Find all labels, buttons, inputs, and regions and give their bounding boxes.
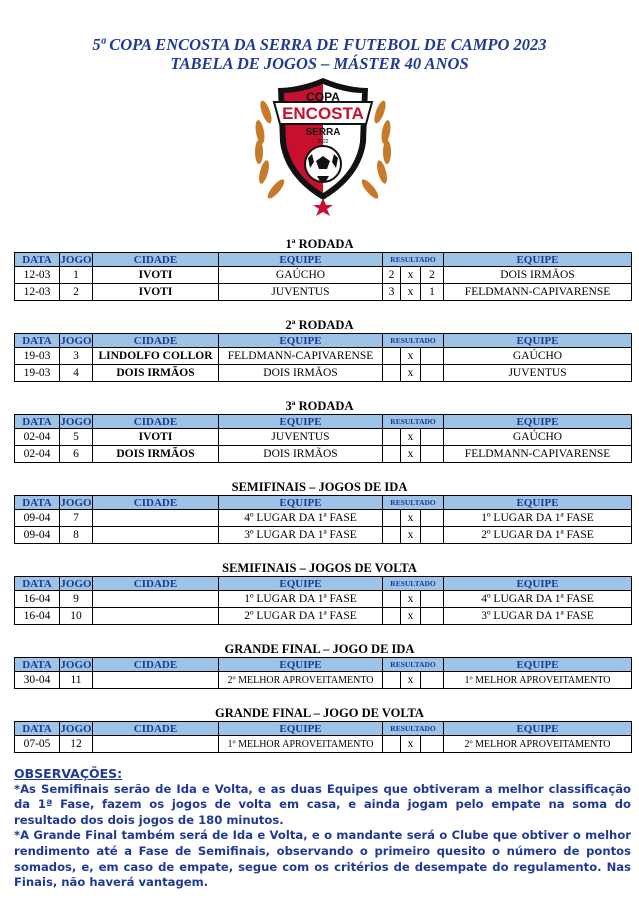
column-header-data: DATA	[15, 334, 60, 348]
home-score: 3	[383, 284, 401, 301]
round-title: SEMIFINAIS – JOGOS DE VOLTA	[222, 561, 417, 575]
game-date: 16-04	[15, 591, 60, 608]
game-city: IVOTI	[93, 267, 219, 284]
column-header-data: DATA	[15, 577, 60, 591]
column-header-cidade: CIDADE	[93, 334, 219, 348]
column-header-jogo: JOGO	[60, 658, 92, 671]
away-score	[421, 510, 444, 527]
column-header-equipe-away: EQUIPE	[444, 334, 632, 348]
away-score	[421, 736, 444, 753]
score-separator: x	[401, 446, 421, 463]
away-team: 3º LUGAR DA 1ª FASE	[444, 608, 632, 625]
column-header-cidade: CIDADE	[93, 415, 219, 429]
home-score	[383, 591, 401, 608]
game-number: 4	[60, 365, 93, 382]
logo-text-encosta: ENCOSTA	[282, 104, 364, 123]
observations-title: OBSERVAÇÕES:	[14, 766, 123, 781]
away-score	[421, 527, 444, 544]
games-table	[14, 252, 632, 301]
home-score	[383, 446, 401, 463]
column-header-resultado: RESULTADO	[383, 658, 444, 672]
document-subtitle: TABELA DE JOGOS – MÁSTER 40 ANOS	[170, 54, 469, 73]
round-title: 3ª RODADA	[285, 399, 354, 413]
table-row	[15, 429, 632, 446]
column-header-jogo: JOGO	[60, 334, 92, 347]
game-date: 19-03	[15, 365, 60, 382]
column-header-equipe-away: EQUIPE	[444, 253, 632, 267]
table-row	[15, 591, 632, 608]
away-score: 1	[421, 284, 444, 301]
game-date: 12-03	[15, 284, 60, 301]
away-score	[421, 672, 444, 689]
column-header-equipe: EQUIPE	[219, 496, 383, 510]
table-row	[15, 527, 632, 544]
home-team: 4º LUGAR DA 1ª FASE	[219, 510, 383, 527]
column-header-jogo: JOGO	[60, 722, 92, 735]
column-header-resultado: RESULTADO	[383, 577, 444, 591]
away-team: 2º MELHOR APROVEITAMENTO	[444, 736, 632, 753]
score-separator: x	[401, 365, 421, 382]
games-table	[14, 495, 632, 544]
table-row	[15, 608, 632, 625]
round-title: GRANDE FINAL – JOGO DE VOLTA	[215, 706, 424, 720]
round-title: SEMIFINAIS – JOGOS DE IDA	[231, 480, 408, 494]
table-row	[15, 736, 632, 753]
home-score	[383, 365, 401, 382]
observation-semifinals: *As Semifinais serão de Ida e Volta, e as duas Equipes que obtiveram a melhor classificação da 1ª Fase, fazem os jogos de volta em casa, e ainda jogam pelo empate na soma do resultado dos dois jogos de 180 minutos.	[14, 781, 631, 827]
home-team: 2º LUGAR DA 1ª FASE	[219, 608, 383, 625]
column-header-jogo: JOGO	[60, 577, 92, 590]
games-table	[14, 333, 632, 382]
column-header-resultado: RESULTADO	[383, 415, 444, 429]
column-header-data: DATA	[15, 253, 60, 267]
away-score	[421, 429, 444, 446]
column-header-equipe-away: EQUIPE	[444, 722, 632, 736]
game-number: 2	[60, 284, 93, 301]
game-number: 5	[60, 429, 93, 446]
game-city: DOIS IRMÃOS	[93, 365, 219, 382]
games-table	[14, 414, 632, 463]
away-team: DOIS IRMÃOS	[444, 267, 632, 284]
column-header-equipe: EQUIPE	[219, 722, 383, 736]
column-header-equipe: EQUIPE	[219, 577, 383, 591]
score-separator: x	[401, 672, 421, 689]
game-date: 02-04	[15, 446, 60, 463]
game-city	[93, 527, 219, 544]
away-score	[421, 365, 444, 382]
column-header-equipe: EQUIPE	[219, 334, 383, 348]
column-header-equipe-away: EQUIPE	[444, 496, 632, 510]
home-team: FELDMANN-CAPIVARENSE	[219, 348, 383, 365]
column-header-equipe-away: EQUIPE	[444, 415, 632, 429]
table-header-row	[15, 415, 632, 429]
home-score: 2	[383, 267, 401, 284]
games-table	[14, 657, 632, 689]
column-header-resultado: RESULTADO	[383, 334, 444, 348]
table-header-row	[15, 577, 632, 591]
home-team: 1º MELHOR APROVEITAMENTO	[219, 736, 383, 753]
column-header-resultado: RESULTADO	[383, 496, 444, 510]
home-team: JUVENTUS	[219, 284, 383, 301]
game-city	[93, 608, 219, 625]
table-header-row	[15, 253, 632, 267]
away-team: JUVENTUS	[444, 365, 632, 382]
games-table	[14, 576, 632, 625]
away-team: 4º LUGAR DA 1ª FASE	[444, 591, 632, 608]
table-header-row	[15, 722, 632, 736]
game-city: LINDOLFO COLLOR	[93, 348, 219, 365]
column-header-jogo: JOGO	[60, 496, 92, 509]
home-team: JUVENTUS	[219, 429, 383, 446]
game-date: 07-05	[15, 736, 60, 753]
score-separator: x	[401, 429, 421, 446]
column-header-resultado: RESULTADO	[383, 253, 444, 267]
away-team: GAÚCHO	[444, 429, 632, 446]
game-city	[93, 591, 219, 608]
game-date: 19-03	[15, 348, 60, 365]
column-header-resultado: RESULTADO	[383, 722, 444, 736]
game-city	[93, 672, 219, 689]
game-date: 16-04	[15, 608, 60, 625]
home-team: DOIS IRMÃOS	[219, 446, 383, 463]
home-score	[383, 348, 401, 365]
game-city	[93, 510, 219, 527]
round-title: 1ª RODADA	[285, 237, 354, 251]
table-header-row	[15, 334, 632, 348]
away-team: 1º LUGAR DA 1ª FASE	[444, 510, 632, 527]
round-title: GRANDE FINAL – JOGO DE IDA	[224, 642, 415, 656]
score-separator: x	[401, 510, 421, 527]
home-team: GAÚCHO	[219, 267, 383, 284]
game-number: 8	[60, 527, 93, 544]
column-header-equipe: EQUIPE	[219, 415, 383, 429]
score-separator: x	[401, 527, 421, 544]
away-score	[421, 591, 444, 608]
home-score	[383, 672, 401, 689]
game-city	[93, 736, 219, 753]
column-header-equipe: EQUIPE	[219, 253, 383, 267]
home-team: 2º MELHOR APROVEITAMENTO	[219, 672, 383, 689]
copa-encosta-serra-logo	[244, 72, 402, 217]
away-team: FELDMANN-CAPIVARENSE	[444, 284, 632, 301]
game-number: 9	[60, 591, 93, 608]
logo-text-year: 2022	[317, 139, 329, 145]
table-row	[15, 365, 632, 382]
game-date: 12-03	[15, 267, 60, 284]
column-header-data: DATA	[15, 496, 60, 510]
game-number: 7	[60, 510, 93, 527]
game-number: 10	[60, 608, 93, 625]
column-header-data: DATA	[15, 722, 60, 736]
table-row	[15, 510, 632, 527]
away-team: 2º LUGAR DA 1ª FASE	[444, 527, 632, 544]
game-date: 09-04	[15, 510, 60, 527]
game-city: IVOTI	[93, 429, 219, 446]
home-team: 1º LUGAR DA 1ª FASE	[219, 591, 383, 608]
home-score	[383, 608, 401, 625]
away-team: 1º MELHOR APROVEITAMENTO	[444, 672, 632, 689]
table-row	[15, 267, 632, 284]
score-separator: x	[401, 267, 421, 284]
column-header-cidade: CIDADE	[93, 658, 219, 672]
games-table	[14, 721, 632, 753]
home-score	[383, 429, 401, 446]
away-score	[421, 608, 444, 625]
game-city: DOIS IRMÃOS	[93, 446, 219, 463]
observations	[14, 766, 631, 891]
table-header-row	[15, 658, 632, 672]
column-header-cidade: CIDADE	[93, 253, 219, 267]
column-header-cidade: CIDADE	[93, 577, 219, 591]
document-title: 5ª COPA ENCOSTA DA SERRA DE FUTEBOL DE CAMPO 2023	[92, 35, 547, 54]
home-score	[383, 527, 401, 544]
game-date: 30-04	[15, 672, 60, 689]
column-header-data: DATA	[15, 415, 60, 429]
away-score: 2	[421, 267, 444, 284]
column-header-equipe-away: EQUIPE	[444, 577, 632, 591]
away-score	[421, 446, 444, 463]
column-header-jogo: JOGO	[60, 415, 92, 428]
table-row	[15, 446, 632, 463]
table-row	[15, 672, 632, 689]
table-row	[15, 348, 632, 365]
home-team: DOIS IRMÃOS	[219, 365, 383, 382]
home-score	[383, 510, 401, 527]
home-score	[383, 736, 401, 753]
game-number: 6	[60, 446, 93, 463]
table-row	[15, 284, 632, 301]
score-separator: x	[401, 736, 421, 753]
game-date: 09-04	[15, 527, 60, 544]
column-header-equipe-away: EQUIPE	[444, 658, 632, 672]
logo-text-serra: SERRA	[305, 127, 341, 138]
column-header-cidade: CIDADE	[93, 496, 219, 510]
column-header-jogo: JOGO	[60, 253, 92, 266]
game-number: 3	[60, 348, 93, 365]
game-date: 02-04	[15, 429, 60, 446]
away-team: FELDMANN-CAPIVARENSE	[444, 446, 632, 463]
score-separator: x	[401, 591, 421, 608]
game-city: IVOTI	[93, 284, 219, 301]
game-number: 11	[60, 672, 93, 689]
score-separator: x	[401, 608, 421, 625]
round-title: 2ª RODADA	[285, 318, 354, 332]
game-number: 1	[60, 267, 93, 284]
away-score	[421, 348, 444, 365]
column-header-equipe: EQUIPE	[219, 658, 383, 672]
away-team: GAÚCHO	[444, 348, 632, 365]
score-separator: x	[401, 284, 421, 301]
table-header-row	[15, 496, 632, 510]
column-header-cidade: CIDADE	[93, 722, 219, 736]
logo-text-copa: COPA	[306, 90, 340, 104]
home-team: 3º LUGAR DA 1ª FASE	[219, 527, 383, 544]
score-separator: x	[401, 348, 421, 365]
column-header-data: DATA	[15, 658, 60, 672]
game-number: 12	[60, 736, 93, 753]
observation-final: *A Grande Final também será de Ida e Volta, e o mandante será o Clube que obtiver o melhor rendimento até a Fase de Semifinais, observando o primeiro quesito o número de pontos somados, e, em caso de empate, segue com os critérios de desempate do regulamento. Nas Finais, não haverá vantagem.	[14, 828, 631, 890]
